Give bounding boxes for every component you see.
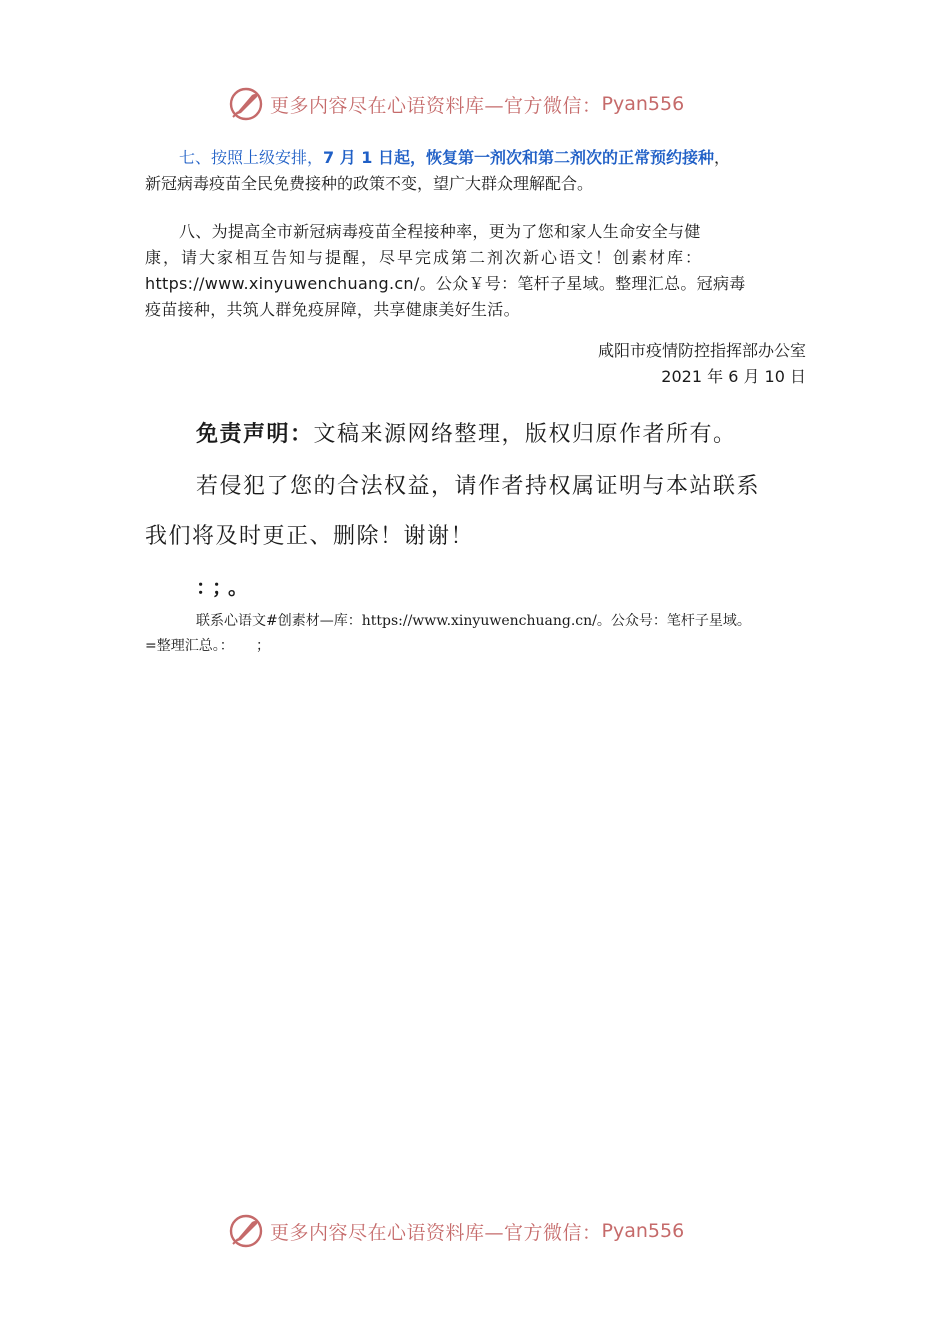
disclaimer-line-2: 若侵犯了您的合法权益，请作者持权属证明与本站联系	[196, 474, 761, 499]
footer-banner	[228, 1211, 684, 1251]
footer-note-line-2: =整理汇总。： ；	[145, 638, 270, 654]
section-7-paragraph	[145, 145, 810, 197]
section-7-highlight: 恢复第一剂次和第二剂次的正常预约接种	[426, 148, 715, 167]
quill-pen-circle-icon	[228, 86, 264, 122]
signature-date: 2021 年 6 月 10 日	[661, 367, 806, 386]
banner-wechat-id: Pyan556	[601, 1220, 685, 1242]
section-8-line2: 康，请大家相互告知与提醒，尽早完成第二剂次新心语文！创素材库：	[145, 248, 704, 267]
section-8-line4: 疫苗接种，共筑人群免疫屏障，共享健康美好生活。	[145, 300, 520, 319]
section-8-paragraph	[145, 219, 810, 323]
section-7-date: 7 月 1 日起，	[323, 148, 426, 167]
section-7-lead: 七、按照上级安排，	[179, 148, 324, 167]
quill-pen-circle-icon	[228, 1213, 264, 1249]
punctuation-line: ：；。	[196, 575, 254, 599]
banner-text: 更多内容尽在心语资料库—官方微信：	[270, 94, 602, 117]
banner-wechat-id: Pyan556	[601, 93, 685, 115]
disclaimer-title: 免责声明：	[196, 422, 314, 447]
signature-org: 咸阳市疫情防控指挥部办公室	[597, 341, 806, 360]
header-banner	[228, 84, 684, 124]
section-8-url: https://www.xinyuwenchuang.cn/	[145, 274, 420, 293]
disclaimer-text-1: 文稿来源网络整理，版权归原作者所有。	[313, 422, 737, 447]
disclaimer-line-3: 我们将及时更正、删除！谢谢！	[145, 524, 475, 549]
section-8-line3-rest: 。公众￥号：笔杆子星域。整理汇总。冠病毒	[419, 274, 746, 293]
signature-block	[598, 338, 806, 390]
section-8-line1: 八、为提高全市新冠病毒疫苗全程接种率，更为了您和家人生命安全与健	[179, 222, 701, 241]
banner-text: 更多内容尽在心语资料库—官方微信：	[270, 1221, 602, 1244]
section-7-comma: ，	[714, 148, 731, 167]
footer-note-line-1: 联系心语文#创素材—库：https://www.xinyuwenchuang.cn/。公众号：笔杆子星域。	[196, 613, 751, 629]
section-7-rest: 新冠病毒疫苗全民免费接种的政策不变，望广大群众理解配合。	[145, 174, 594, 193]
disclaimer-line-1	[196, 420, 737, 450]
